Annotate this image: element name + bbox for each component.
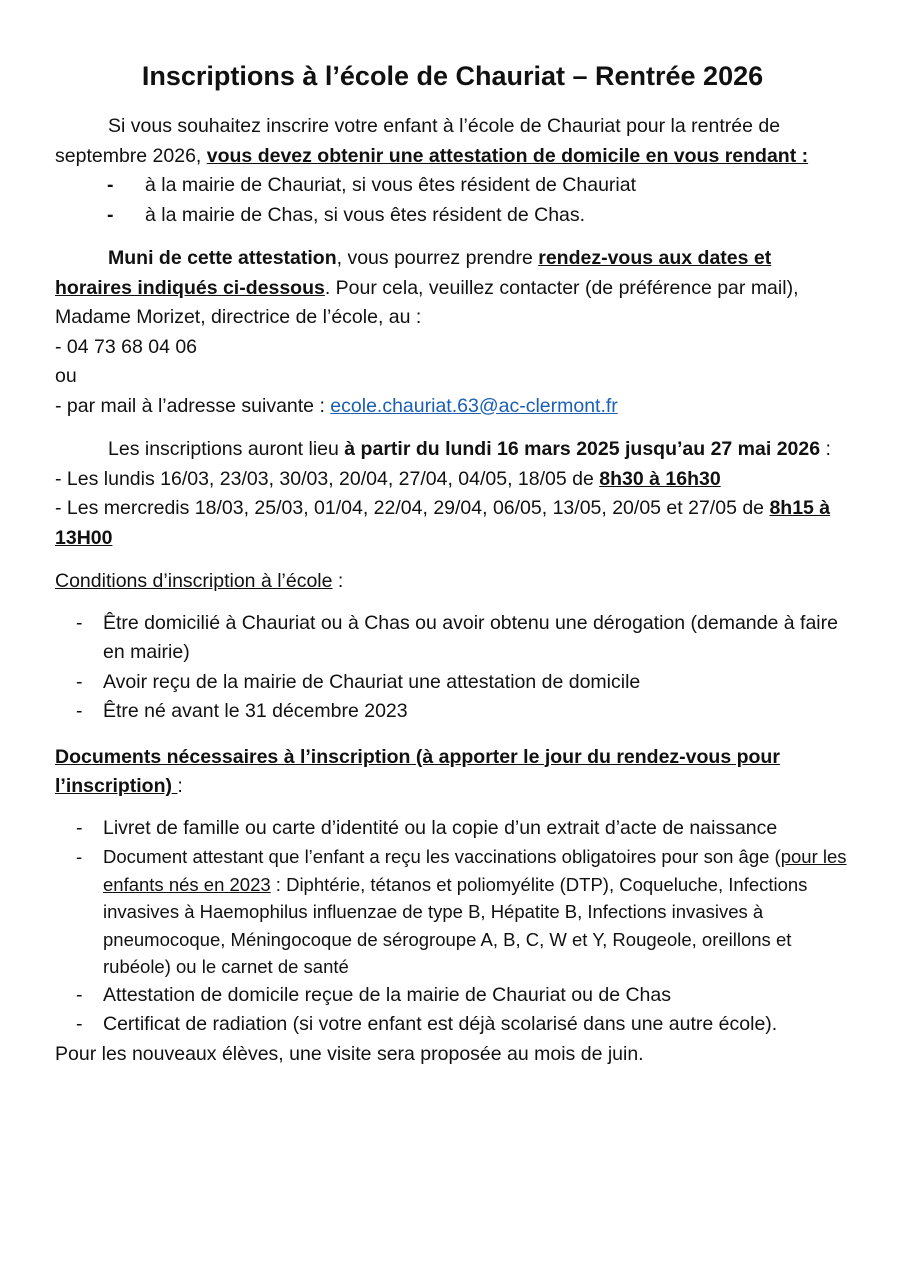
list-item: - à la mairie de Chas, si vous êtes résident de Chas. bbox=[55, 201, 850, 231]
list-item: - à la mairie de Chauriat, si vous êtes résident de Chauriat bbox=[55, 171, 850, 201]
appointment-lead: Muni de cette attestation bbox=[108, 247, 337, 269]
documents-heading bbox=[55, 743, 850, 802]
list-item: - Attestation de domicile reçue de la mairie de Chauriat ou de Chas bbox=[55, 981, 850, 1011]
intro-emphasis: vous devez obtenir une attestation de domicile en vous rendant : bbox=[206, 144, 809, 167]
documents-heading-suffix: : bbox=[177, 775, 183, 797]
wednesdays-line bbox=[55, 494, 850, 553]
wednesdays-hours: 8h15 à 13H00 bbox=[55, 497, 831, 549]
list-item: - Être né avant le 31 décembre 2023 bbox=[55, 697, 850, 727]
list-item bbox=[55, 843, 850, 981]
list-item: - Être domicilié à Chauriat ou à Chas ou avoir obtenu une dérogation (demande à faire en mairie) bbox=[55, 609, 850, 668]
vaccination-text: : Diphtérie, tétanos et poliomyélite (DTP), Coqueluche, Infections invasives à Haemophilus influenzae de type B, Hépatite B, Infections invasives à pneumocoque, Méningocoque de sérogroupe A, B, C, W et Y, Rougeole, oreillons et rubéole) ou le carnet de santé bbox=[103, 873, 808, 977]
mail-line bbox=[55, 392, 850, 422]
conditions-heading-suffix: : bbox=[332, 570, 344, 592]
email-link[interactable]: ecole.chauriat.63@ac-clermont.fr bbox=[330, 394, 618, 417]
or-line: ou bbox=[55, 365, 77, 387]
dates-text: : bbox=[820, 438, 831, 460]
mairie-list bbox=[55, 171, 850, 230]
wednesdays-text: - Les mercredis 18/03, 25/03, 01/04, 22/04, 29/04, 06/05, 13/05, 20/05 et 27/05 de bbox=[55, 497, 770, 519]
appointment-emphasis: rendez-vous aux dates et horaires indiqués ci-dessous bbox=[55, 247, 772, 299]
mondays-line bbox=[55, 465, 850, 495]
dates-text: Les inscriptions auront lieu bbox=[108, 438, 345, 460]
appointment-text: . Pour cela, veuillez contacter (de préférence par mail), Madame Morizet, directrice de l’école, au : bbox=[55, 276, 799, 328]
mondays-text: - Les lundis 16/03, 23/03, 30/03, 20/04, 27/04, 04/05, 18/05 de bbox=[55, 467, 600, 490]
vaccination-text: Document attestant que l’enfant a reçu les vaccinations obligatoires pour son âge ( bbox=[103, 846, 781, 867]
intro-paragraph bbox=[55, 112, 850, 171]
list-item: - Livret de famille ou carte d’identité ou la copie d’un extrait d’acte de naissance bbox=[55, 814, 850, 844]
dates-period: à partir du lundi 16 mars 2025 jusqu’au 27 mai 2026 bbox=[344, 438, 821, 460]
appointment-text: , vous pourrez prendre bbox=[336, 247, 539, 269]
dates-paragraph bbox=[55, 435, 850, 465]
appointment-paragraph bbox=[55, 244, 850, 333]
vaccination-underlined: pour les enfants nés en 2023 bbox=[103, 846, 847, 895]
phone-line: - 04 73 68 04 06 bbox=[55, 335, 198, 358]
conditions-heading bbox=[55, 567, 850, 597]
mondays-hours: 8h30 à 16h30 bbox=[599, 467, 721, 490]
mail-prefix: - par mail à l’adresse suivante : bbox=[55, 394, 331, 417]
list-item: - Certificat de radiation (si votre enfant est déjà scolarisé dans une autre école). bbox=[55, 1010, 850, 1040]
list-item: - Avoir reçu de la mairie de Chauriat une attestation de domicile bbox=[55, 668, 850, 698]
conditions-list bbox=[55, 609, 850, 727]
documents-list bbox=[55, 814, 850, 1040]
intro-text: Si vous souhaitez inscrire votre enfant à l’école de Chauriat pour la rentrée de septembre 2026, bbox=[55, 115, 781, 167]
closing-note: Pour les nouveaux élèves, une visite sera proposée au mois de juin. bbox=[55, 1042, 644, 1065]
page-title: Inscriptions à l’école de Chauriat – Rentrée 2026 bbox=[141, 61, 764, 91]
documents-heading-text: Documents nécessaires à l’inscription (à apporter le jour du rendez-vous pour l’inscription) bbox=[55, 745, 780, 797]
conditions-heading-text: Conditions d’inscription à l’école bbox=[55, 570, 333, 592]
